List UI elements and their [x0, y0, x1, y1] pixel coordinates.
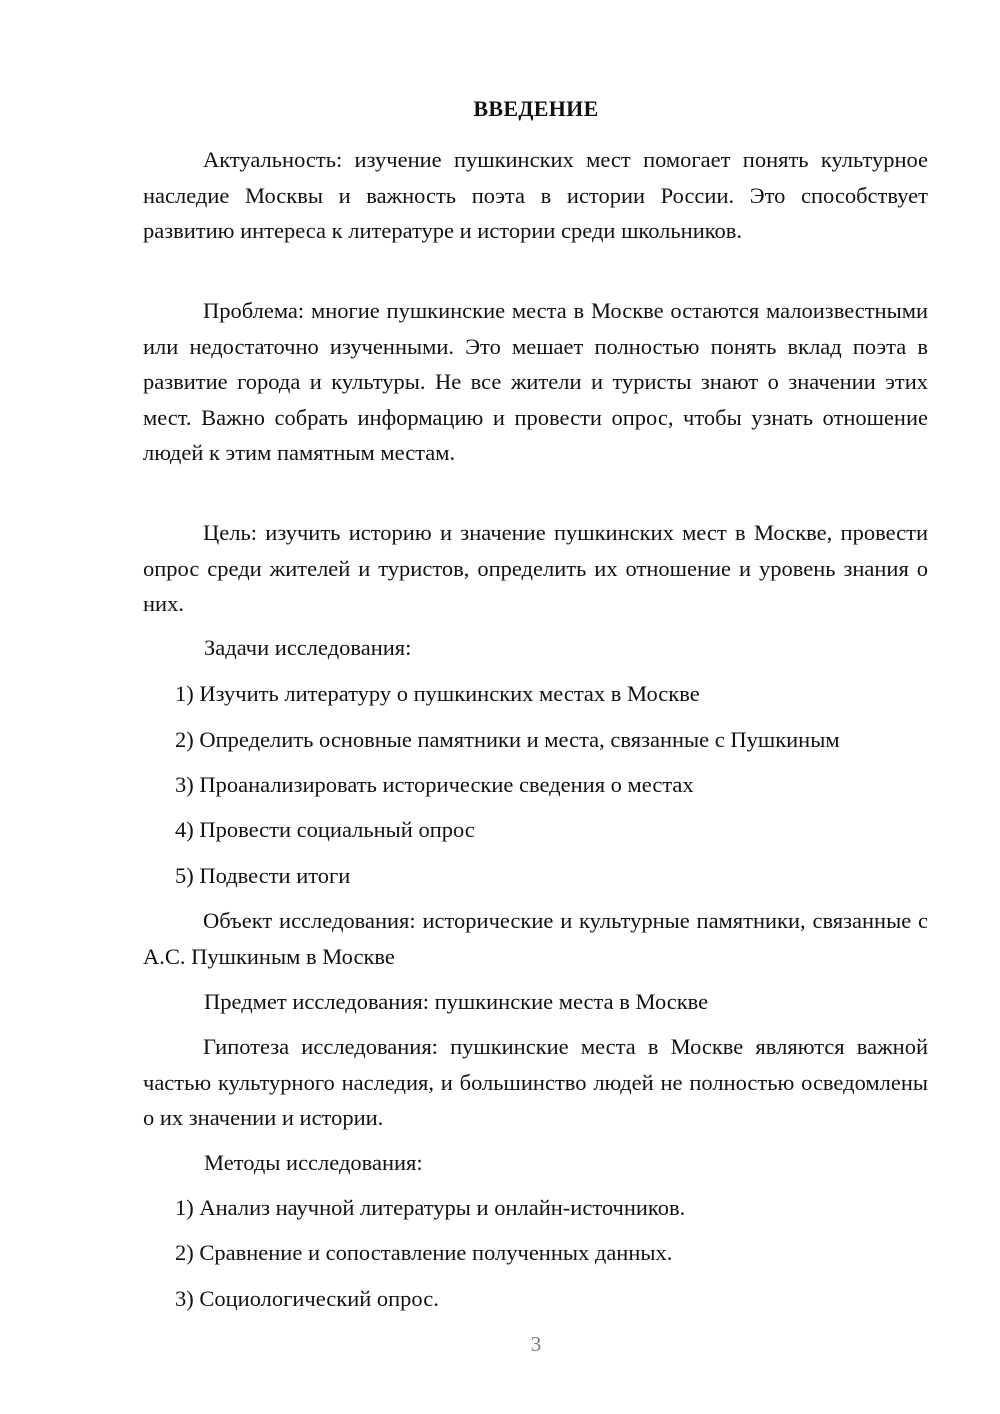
method-item: 1) Анализ научной литературы и онлайн-источников. [175, 1195, 686, 1220]
task-item: 1) Изучить литературу о пушкинских местах в Москве [175, 681, 700, 706]
methods-title: Методы исследования: [204, 1150, 423, 1175]
task-item: 4) Провести социальный опрос [175, 817, 475, 842]
section-heading: ВВЕДЕНИЕ [473, 96, 599, 121]
subject-paragraph: Предмет исследования: пушкинские места в Москве [204, 989, 709, 1014]
object-paragraph: Объект исследования: исторические и культурные памятники, связанные с А.С. Пушкиным в Москве [143, 908, 928, 969]
method-item: 2) Сравнение и сопоставление полученных данных. [175, 1240, 673, 1265]
problem-paragraph: Проблема: многие пушкинские места в Москве остаются малоизвестными или недостаточно изученными. Это мешает полностью понять вклад поэта в развитие города и культуры. Не все жители и туристы знают о значении этих мест. Важно собрать информацию и провести опрос, чтобы узнать отношение людей к этим памятным местам. [143, 298, 928, 465]
tasks-title: Задачи исследования: [204, 635, 412, 660]
task-item: 2) Определить основные памятники и места, связанные с Пушкиным [175, 727, 840, 752]
hypothesis-paragraph: Гипотеза исследования: пушкинские места в Москве являются важной частью культурного наследия, и большинство людей не полностью осведомлены о их значении и истории. [143, 1034, 928, 1130]
relevance-paragraph: Актуальность: изучение пушкинских мест помогает понять культурное наследие Москвы и важность поэта в истории России. Это способствует развитию интереса к литературе и истории среди школьников. [143, 147, 928, 243]
task-item: 5) Подвести итоги [175, 863, 351, 888]
task-item: 3) Проанализировать исторические сведения о местах [175, 772, 694, 797]
page-number: 3 [530, 1332, 542, 1356]
goal-paragraph: Цель: изучить историю и значение пушкинских мест в Москве, провести опрос среди жителей и туристов, определить их отношение и уровень знания о них. [143, 520, 928, 616]
method-item: 3) Социологический опрос. [175, 1286, 439, 1311]
